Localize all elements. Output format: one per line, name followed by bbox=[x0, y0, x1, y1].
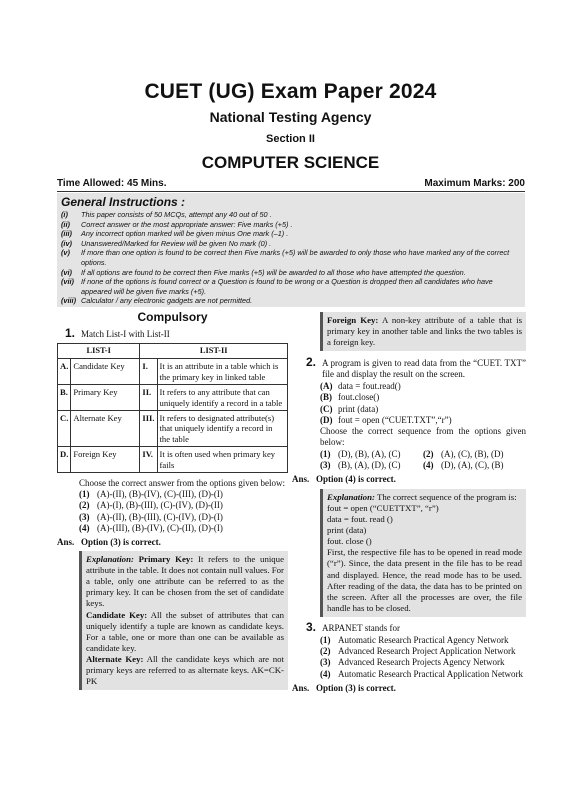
instruction-number: (iv) bbox=[61, 238, 72, 248]
option-text: (A)-(II), (B)-(IV), (C)-(III), (D)-(I) bbox=[97, 489, 223, 500]
q2-explanation bbox=[320, 489, 526, 617]
code-line: print (data) bbox=[327, 525, 367, 536]
candidate-key-label: Candidate Key: bbox=[86, 609, 148, 620]
row-roman: II. bbox=[140, 385, 157, 411]
option-item bbox=[320, 392, 526, 403]
answer-label: Ans. bbox=[292, 473, 310, 484]
list2-header: LIST-II bbox=[140, 344, 288, 359]
choose-instruction: Choose the correct sequence from the options given below: bbox=[320, 426, 526, 448]
option-item bbox=[79, 512, 288, 523]
instruction-item bbox=[61, 210, 521, 220]
right-column bbox=[292, 312, 526, 694]
answer-label: Ans. bbox=[292, 682, 310, 693]
instruction-text: Correct answer or the most appropriate answer: Five marks (+5) . bbox=[81, 219, 293, 229]
option-item bbox=[79, 500, 288, 511]
row-key: B. bbox=[58, 385, 71, 411]
subject-title: COMPUTER SCIENCE bbox=[201, 153, 380, 172]
question-number: 3. bbox=[305, 619, 316, 634]
option-text: Advanced Research Project Application Network bbox=[338, 646, 516, 657]
question-number: 1. bbox=[64, 326, 75, 340]
option-item bbox=[423, 449, 526, 460]
option-number: (C) bbox=[320, 403, 333, 414]
option-text: Automatic Research Practical Application Network bbox=[338, 668, 523, 679]
explanation-body: First, the respective file has to be opened in read mode (“r”). Since, the data present in the file has to be read and displayed. Hence, the read mode has to be used. After reading of the data, the data has to be printed on the screen. After all the processes are over, the file handle has to be closed. bbox=[327, 547, 522, 613]
instruction-number: (viii) bbox=[61, 296, 76, 306]
option-text: (D), (A), (C), (B) bbox=[441, 459, 504, 470]
compulsory-heading: Compulsory bbox=[137, 310, 208, 324]
row-roman: IV. bbox=[140, 447, 157, 473]
section-label: Section II bbox=[266, 133, 315, 145]
maximum-marks: Maximum Marks: 200 bbox=[424, 178, 525, 189]
left-column bbox=[57, 310, 288, 690]
option-text: data = fout.read() bbox=[338, 381, 401, 392]
instruction-item bbox=[61, 239, 521, 249]
explanation-head: The correct sequence of the program is: bbox=[374, 491, 517, 502]
option-item bbox=[79, 489, 288, 500]
q2-answer bbox=[292, 473, 526, 485]
instruction-text: If more than one option is found to be correct then Five marks (+5) will be awarded to only those who have marked any of the correct options. bbox=[81, 248, 510, 267]
candidate-key-text: All the subset of attributes that can uniquely identify a tuple are known as candidate keys. For a table, one or more than one can be available as candidate key. bbox=[86, 609, 284, 653]
option-number: (1) bbox=[320, 634, 331, 645]
exam-meta bbox=[57, 178, 525, 189]
option-number: (4) bbox=[423, 459, 434, 470]
exam-title: CUET (UG) Exam Paper 2024 bbox=[144, 80, 437, 103]
option-text: (A)-(I), (B)-(III), (C)-(IV), (D)-(II) bbox=[97, 500, 223, 511]
instruction-number: (vi) bbox=[61, 267, 72, 277]
alternate-key-text: All the candidate keys which are not primary keys are referred to as alternate keys. AK=CK-PK bbox=[86, 653, 284, 687]
explanation-label: Explanation: bbox=[327, 491, 375, 502]
time-allowed: Time Allowed: 45 Mins. bbox=[57, 178, 167, 189]
option-number: (1) bbox=[320, 448, 331, 459]
option-text: (A)-(II), (B)-(III), (C)-(IV), (D)-(I) bbox=[97, 511, 223, 522]
primary-key-text: It refers to the unique attribute in the table. It does not contain null values. For a table, only one attribute can be referred to as the primary key. It can be chosen from the set of candidate keys. bbox=[86, 554, 284, 609]
instruction-text: This paper consists of 50 MCQs, attempt any 40 out of 50 . bbox=[81, 210, 272, 219]
instructions-title: General Instructions : bbox=[61, 195, 186, 209]
list1-item: Candidate Key bbox=[71, 359, 140, 385]
foreign-key-box bbox=[320, 312, 526, 351]
option-text: Automatic Research Practical Agency Network bbox=[338, 634, 509, 645]
row-roman: III. bbox=[140, 411, 157, 447]
list1-item: Primary Key bbox=[71, 385, 140, 411]
code-line: fout. close () bbox=[327, 536, 372, 547]
primary-key-label: Primary Key: bbox=[138, 554, 194, 565]
alternate-key-label: Alternate Key: bbox=[86, 653, 144, 664]
option-item bbox=[320, 657, 526, 668]
instruction-item bbox=[61, 296, 521, 306]
q1-options bbox=[57, 478, 288, 534]
answer-label: Ans. bbox=[57, 537, 75, 548]
question-text: Match List-I with List-II bbox=[81, 329, 170, 339]
list2-item: It is an attribute in a table which is the primary key in linked table bbox=[157, 359, 287, 385]
option-item bbox=[320, 415, 526, 426]
instruction-text: Any incorrect option marked will be given minus One mark (–1) . bbox=[81, 229, 289, 239]
instruction-item bbox=[61, 268, 521, 278]
option-item bbox=[423, 460, 526, 471]
option-number: (2) bbox=[423, 448, 434, 459]
option-item bbox=[320, 460, 423, 471]
choose-instruction: Choose the correct answer from the options given below: bbox=[79, 478, 285, 489]
option-text: Advanced Research Projects Agency Network bbox=[338, 657, 505, 668]
question-2 bbox=[298, 355, 526, 380]
option-text: fout = open (“CUET.TXT”,“r”) bbox=[338, 414, 452, 425]
option-text: (A), (C), (B), (D) bbox=[441, 448, 504, 459]
option-number: (2) bbox=[320, 646, 331, 657]
instruction-number: (v) bbox=[61, 248, 70, 258]
code-line: data = fout. read () bbox=[327, 514, 393, 525]
agency-name: National Testing Agency bbox=[209, 109, 372, 125]
option-number: (2) bbox=[79, 500, 90, 511]
option-item bbox=[320, 381, 526, 392]
answer-text: Option (3) is correct. bbox=[81, 537, 161, 548]
option-item bbox=[320, 646, 526, 657]
row-roman: I. bbox=[140, 359, 157, 385]
option-number: (3) bbox=[79, 511, 90, 522]
answer-text: Option (4) is correct. bbox=[316, 473, 396, 484]
q3-answer bbox=[292, 682, 526, 694]
question-text: ARPANET stands for bbox=[322, 622, 401, 633]
option-item bbox=[320, 449, 423, 460]
option-text: print (data) bbox=[338, 403, 379, 414]
option-number: (A) bbox=[320, 381, 333, 392]
option-number: (4) bbox=[79, 522, 90, 533]
instruction-number: (i) bbox=[61, 210, 68, 219]
instruction-item bbox=[61, 229, 521, 239]
foreign-key-text: A non-key attribute of a table that is primary key in another table and links the two tables is a foreign key. bbox=[327, 315, 522, 348]
option-text: (B), (A), (D), (C) bbox=[338, 459, 401, 470]
answer-text: Option (3) is correct. bbox=[316, 682, 396, 693]
table-row bbox=[58, 385, 288, 411]
option-number: (3) bbox=[320, 657, 331, 668]
divider bbox=[57, 191, 525, 192]
list1-item: Foreign Key bbox=[71, 447, 140, 473]
option-text: (D), (B), (A), (C) bbox=[338, 448, 401, 459]
option-number: (1) bbox=[79, 489, 90, 500]
match-table bbox=[57, 343, 288, 473]
row-key: D. bbox=[58, 447, 71, 473]
option-text: fout.close() bbox=[338, 392, 380, 403]
instruction-item bbox=[61, 248, 521, 267]
question-text: A program is given to read data from the “CUET. TXT” file and display the result on the screen. bbox=[322, 358, 526, 380]
option-text: (A)-(III), (B)-(IV), (C)-(II), (D)-(I) bbox=[97, 522, 223, 533]
instruction-number: (vii) bbox=[61, 277, 74, 287]
row-key: A. bbox=[58, 359, 71, 385]
option-item bbox=[320, 404, 526, 415]
row-key: C. bbox=[58, 411, 71, 447]
q2-items bbox=[298, 381, 526, 471]
general-instructions bbox=[57, 193, 525, 307]
question-3 bbox=[298, 620, 526, 634]
explanation-label: Explanation: bbox=[86, 554, 134, 565]
q3-options bbox=[298, 635, 526, 680]
option-item bbox=[320, 669, 526, 680]
code-line: fout = open (“CUETTXT”, “r”) bbox=[327, 503, 439, 513]
list1-header: LIST-I bbox=[58, 344, 140, 359]
q1-explanation bbox=[79, 551, 288, 690]
option-number: (3) bbox=[320, 459, 331, 470]
instruction-number: (ii) bbox=[61, 219, 70, 229]
question-1 bbox=[57, 326, 288, 340]
q1-answer bbox=[57, 536, 288, 548]
list2-item: It refers to any attribute that can uniquely identify a record in a table bbox=[157, 385, 287, 411]
table-row bbox=[58, 411, 288, 447]
foreign-key-label: Foreign Key: bbox=[327, 315, 379, 325]
option-number: (4) bbox=[320, 668, 331, 679]
table-header-row bbox=[58, 344, 288, 359]
list2-item: It is often used when primary key fails bbox=[157, 447, 287, 473]
q2-options bbox=[320, 449, 526, 471]
list2-item: It refers to designated attribute(s) that uniquely identify a record in the table bbox=[157, 411, 287, 447]
table-row bbox=[58, 447, 288, 473]
instruction-text: Calculator / any electronic gadgets are not permitted. bbox=[81, 296, 253, 306]
table-row bbox=[58, 359, 288, 385]
list1-item: Alternate Key bbox=[71, 411, 140, 447]
option-number: (D) bbox=[320, 414, 333, 425]
instruction-text: If all options are found to be correct then Five marks (+5) will be awarded to all those who have attempted the question. bbox=[81, 267, 466, 277]
option-number: (B) bbox=[320, 392, 332, 403]
instruction-number: (iii) bbox=[61, 229, 72, 239]
instruction-item bbox=[61, 277, 521, 296]
instruction-item bbox=[61, 220, 521, 230]
page-header bbox=[0, 80, 581, 173]
option-item bbox=[320, 635, 526, 646]
instruction-text: If none of the options is found correct or a Question is found to be wrong or a Question is dropped then all candidates who have appeared will be given five marks (+5). bbox=[81, 277, 493, 296]
question-number: 2. bbox=[305, 355, 316, 370]
option-item bbox=[79, 523, 288, 534]
instruction-text: Unanswered/Marked for Review will be given No mark (0) . bbox=[81, 238, 272, 248]
